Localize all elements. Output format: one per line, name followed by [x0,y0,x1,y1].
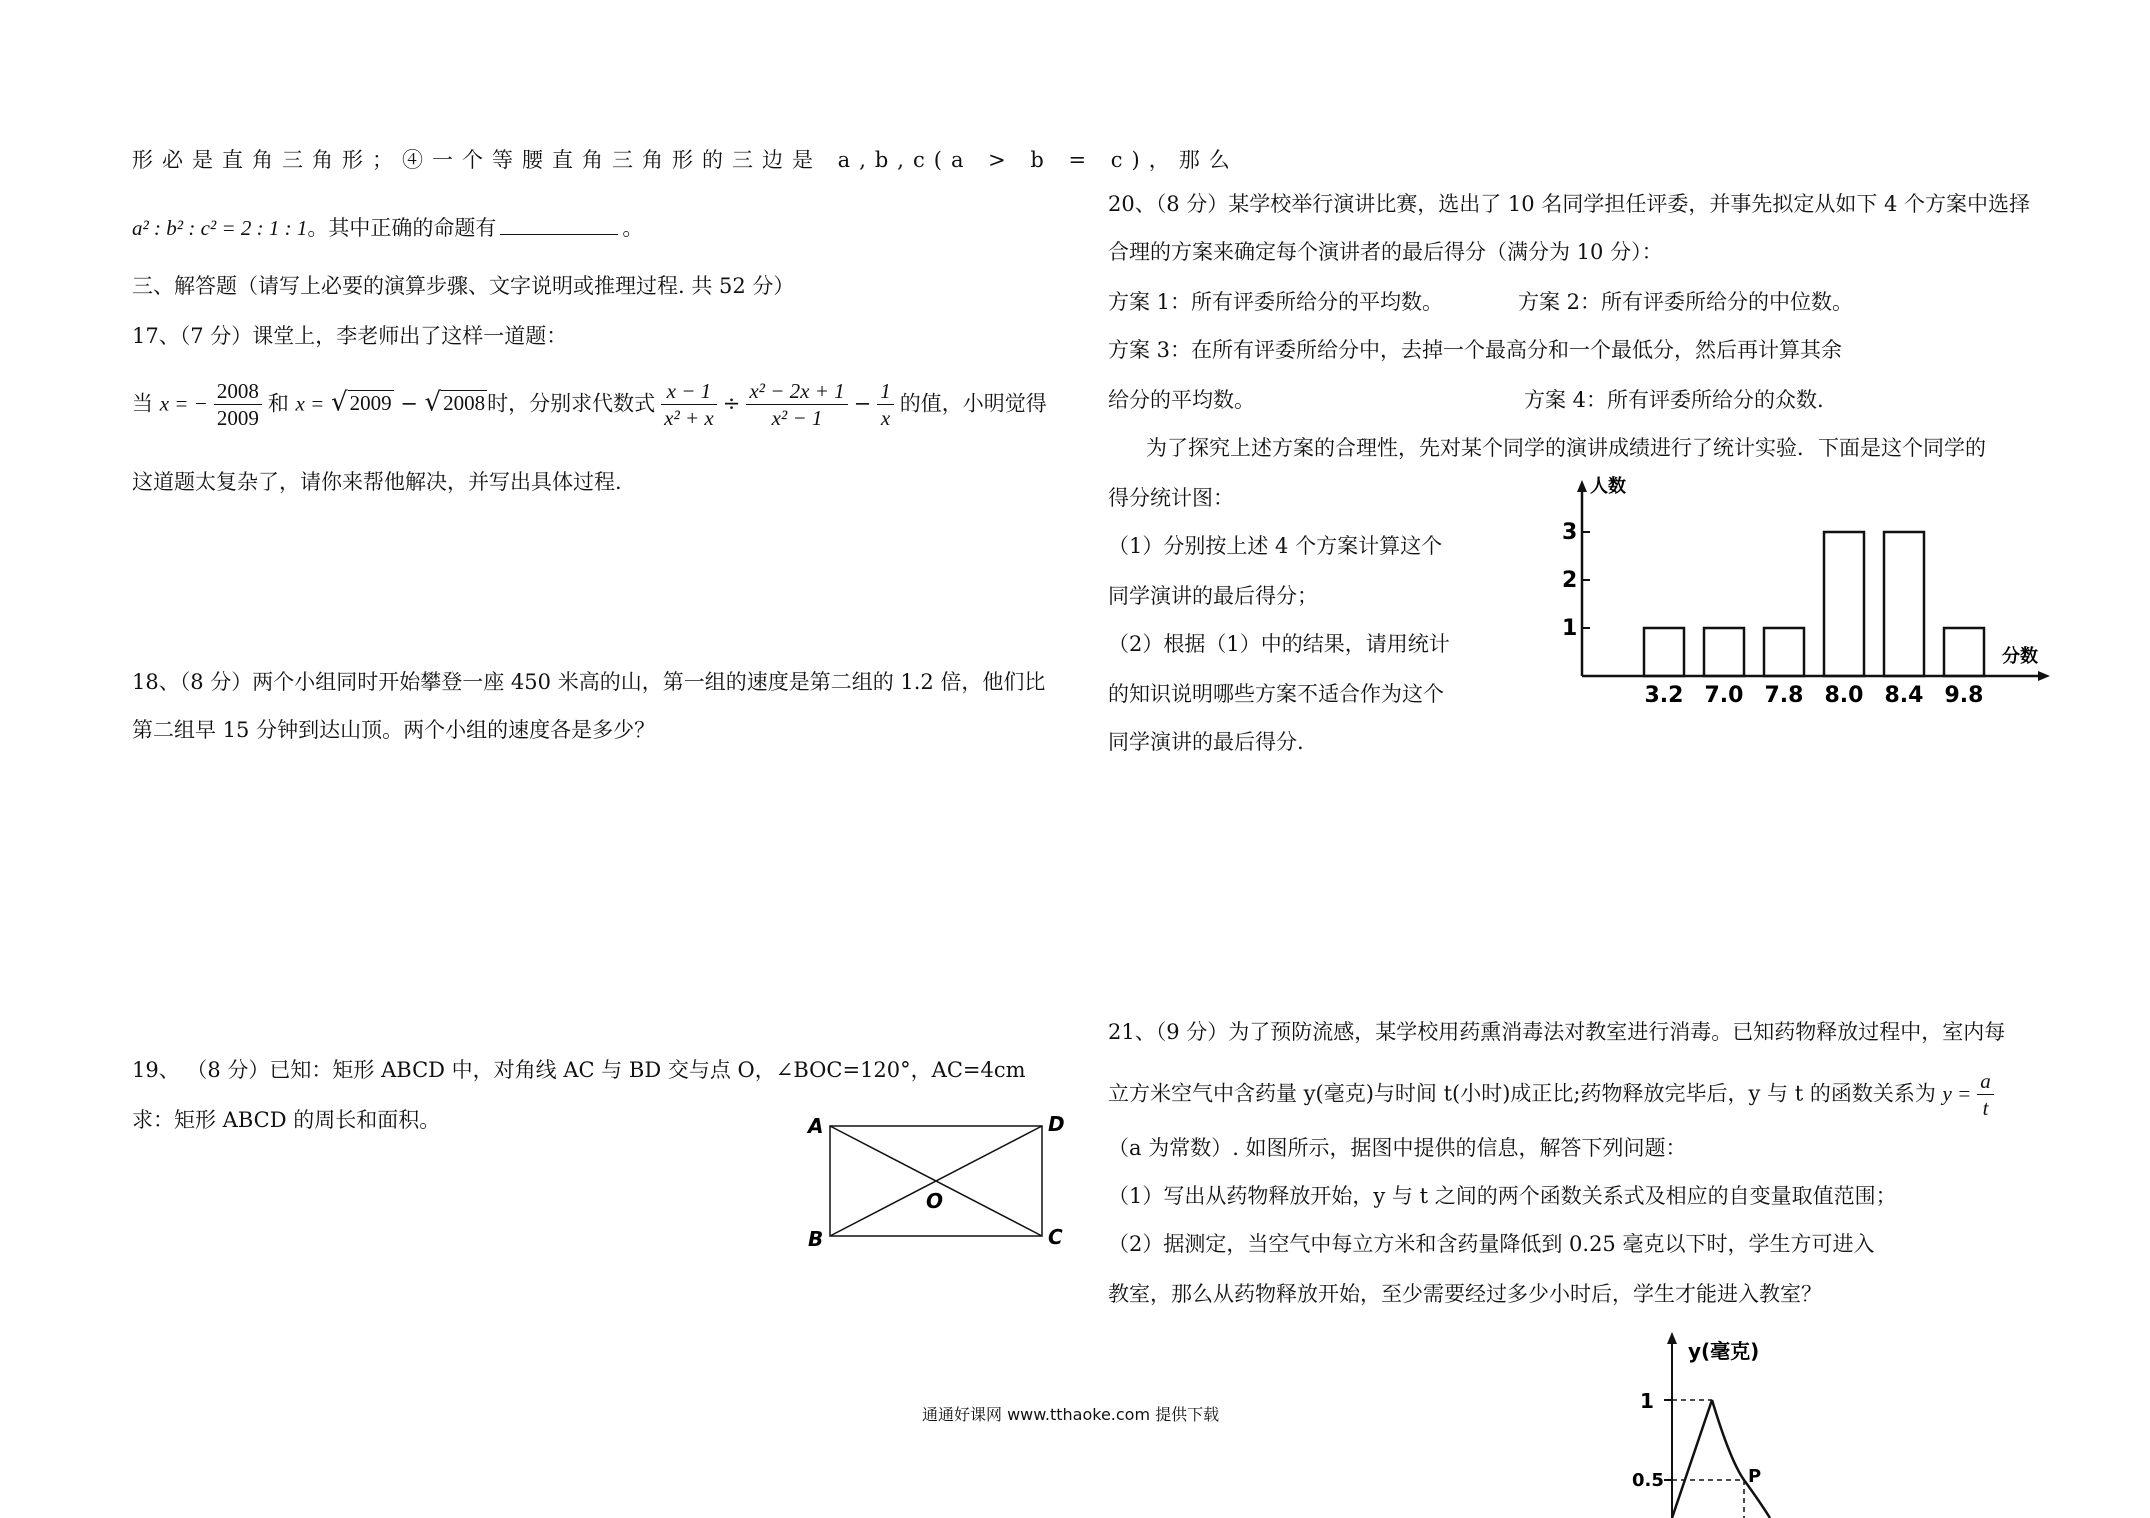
q21-line-6: 教室，那么从药物释放开始，至少需要经过多少小时后，学生才能进入教室？ [1108,1282,1822,1306]
score-bar-chart [1550,470,2060,710]
frac-num: a [1977,1068,1994,1095]
x-axis-arrow-icon [2038,671,2050,681]
q20-plan-4: 方案 4：所有评委所给分的众数. [1524,388,1824,412]
y-tick-label: 3 [1562,520,1578,545]
divide-sign: ÷ [722,391,741,416]
y-axis-arrow-icon [1577,480,1587,492]
bar-9.8 [1944,628,1984,676]
q21-function-graph [1620,1330,1800,1518]
q17-and: 和 [267,391,289,416]
x-tick-label: 7.0 [1704,683,1744,708]
ratio-expression: a² : b² : c² = 2 : 1 : 1 [132,216,308,240]
q20-sub-1b: 同学演讲的最后得分； [1108,584,1318,608]
y-axis-label: 人数 [1590,476,1626,497]
expr-fraction-3 [877,378,894,432]
q21-line-2 [1108,1068,2000,1122]
x-tick-label: 7.8 [1764,683,1804,708]
expr-fraction-2 [746,378,847,432]
q20-line-8: 得分统计图： [1108,486,1234,510]
q17-line-3: 这道题太复杂了，请你来帮他解决，并写出具体过程. [132,470,622,494]
prev-question-text: 。其中正确的命题有 [307,216,497,240]
rectangle-abcd-figure [800,1110,1080,1260]
bar-7.8 [1764,628,1804,676]
q17-x-equals-2: x = [295,391,325,416]
q19-line-2: 求：矩形 ABCD 的周长和面积。 [132,1108,441,1132]
prev-question-line: 形必是直角三角形；④一个等腰直角三角形的三边是 a,b,c(a > b = c)，那么 [132,148,1239,172]
q20-sub-2c: 同学演讲的最后得分. [1108,730,1304,754]
q17-x-equals: x = − [159,391,208,416]
q19-line-1: 19、 （8 分）已知：矩形 ABCD 中，对角线 AC 与 BD 交与点 O，∠BOC=120°，AC=4cm [132,1058,1026,1082]
q20-line-7: 为了探究上述方案的合理性，先对某个同学的演讲成绩进行了统计实验．下面是这个同学的 [1146,436,1986,460]
x-tick-label: 8.4 [1884,683,1924,708]
frac-num: x² − 2x + 1 [746,378,847,405]
bar-8.0 [1824,532,1864,676]
label-a: A [808,1114,824,1138]
bar-8.4 [1884,532,1924,676]
q21-line-5: （2）据测定，当空气中每立方米和含药量降低到 0.25 毫克以下时，学生方可进入 [1108,1232,1875,1256]
q20-line-2: 合理的方案来确定每个演讲者的最后得分（满分为 10 分）： [1108,240,1663,264]
period: 。 [622,216,644,240]
q17-tail: 的值，小明觉得 [899,391,1047,416]
sqrt-sign: √ [424,387,442,418]
q18-line-1: 18、（8 分）两个小组同时开始攀登一座 450 米高的山，第一组的速度是第二组的 1.2 倍，他们比 [132,670,1046,694]
q21-line-2-text: 立方米空气中含药量 y(毫克)与时间 t(小时)成正比;药物释放完毕后，y 与 t 的函数关系为 [1108,1081,1936,1106]
q21-line-3: （a 为常数）. 如图所示，据图中提供的信息，解答下列问题： [1108,1136,1687,1160]
label-b: B [808,1227,824,1251]
decay-curve [1712,1400,1770,1518]
label-c: C [1048,1225,1063,1249]
y-tick-label: 2 [1562,568,1578,593]
q20-plan-3: 方案 3：在所有评委所给分中，去掉一个最高分和一个最低分，然后再计算其余 [1108,338,1843,362]
q17-when: 当 [132,391,153,416]
q21-line-4: （1）写出从药物释放开始，y 与 t 之间的两个函数关系式及相应的自变量取值范围； [1108,1184,1897,1208]
prev-question-line-2 [132,216,643,241]
x-tick-label: 3.2 [1644,683,1684,708]
x-tick-label: 9.8 [1944,683,1984,708]
q21-line-1: 21、（9 分）为了预防流感，某学校用药熏消毒法对教室进行消毒。已知药物释放过程中，室内每 [1108,1020,2006,1044]
expr-fraction-1 [661,378,717,432]
minus-sign: − [400,391,418,416]
q20-sub-2a: （2）根据（1）中的结果，请用统计 [1108,632,1450,656]
frac-den: x [880,406,891,431]
sqrt-2009: 2009 [349,391,392,416]
footer-source: 通通好课网 www.tthaoke.com 提供下载 [922,1405,1220,1424]
q21-formula-fraction [1977,1068,1994,1122]
q17-mid-text: 时，分别求代数式 [487,391,656,416]
frac-den: 2009 [216,406,259,431]
q20-plan-2: 方案 2：所有评委所给分的中位数。 [1518,290,1854,314]
frac-num: 1 [877,378,894,405]
label-d: D [1048,1112,1065,1136]
frac-num: 2008 [214,378,262,405]
bar-7.0 [1704,628,1744,676]
q21-formula-lhs: y = [1942,1081,1972,1106]
frac-den: x² + x [664,406,714,431]
q17-expression-line [132,378,1047,432]
y-axis-arrow-icon [1667,1332,1677,1344]
bar-3.2 [1644,628,1684,676]
x-tick-label: 8.0 [1824,683,1864,708]
q20-sub-1a: （1）分别按上述 4 个方案计算这个 [1108,534,1443,558]
q17-heading: 17、（7 分）课堂上，李老师出了这样一道题： [132,324,568,348]
q20-plan-3-cont: 给分的平均数。 [1108,388,1255,412]
q18-line-2: 第二组早 15 分钟到达山顶。两个小组的速度各是多少？ [132,718,656,742]
q20-line-1: 20、（8 分）某学校举行演讲比赛，选出了 10 名同学担任评委，并事先拟定从如下 4 个方案中选择 [1108,192,2031,216]
section-3-heading: 三、解答题（请写上必要的演算步骤、文字说明或推理过程. 共 52 分） [132,274,795,298]
answer-blank[interactable] [500,216,618,235]
x-axis-label: 分数 [2002,646,2038,667]
sqrt-sign: √ [330,387,348,418]
sqrt-2008: 2008 [443,391,486,416]
graph-y-tick-1: 1 [1640,1389,1654,1413]
y-tick-label: 1 [1562,616,1578,641]
q20-sub-2b: 的知识说明哪些方案不适合作为这个 [1108,682,1444,706]
q20-plan-1: 方案 1：所有评委所给分的平均数。 [1108,290,1444,314]
frac-num: x − 1 [661,378,717,405]
q17-fraction-2008-2009 [214,378,262,432]
frac-den: t [1982,1096,1989,1121]
label-o: O [926,1189,944,1213]
graph-y-label: y(毫克) [1688,1339,1760,1363]
graph-point-p: P [1748,1466,1762,1487]
rising-segment [1672,1400,1712,1518]
graph-y-tick-05: 0.5 [1632,1470,1664,1491]
minus-sign-2: − [853,391,872,416]
frac-den: x² − 1 [771,406,823,431]
